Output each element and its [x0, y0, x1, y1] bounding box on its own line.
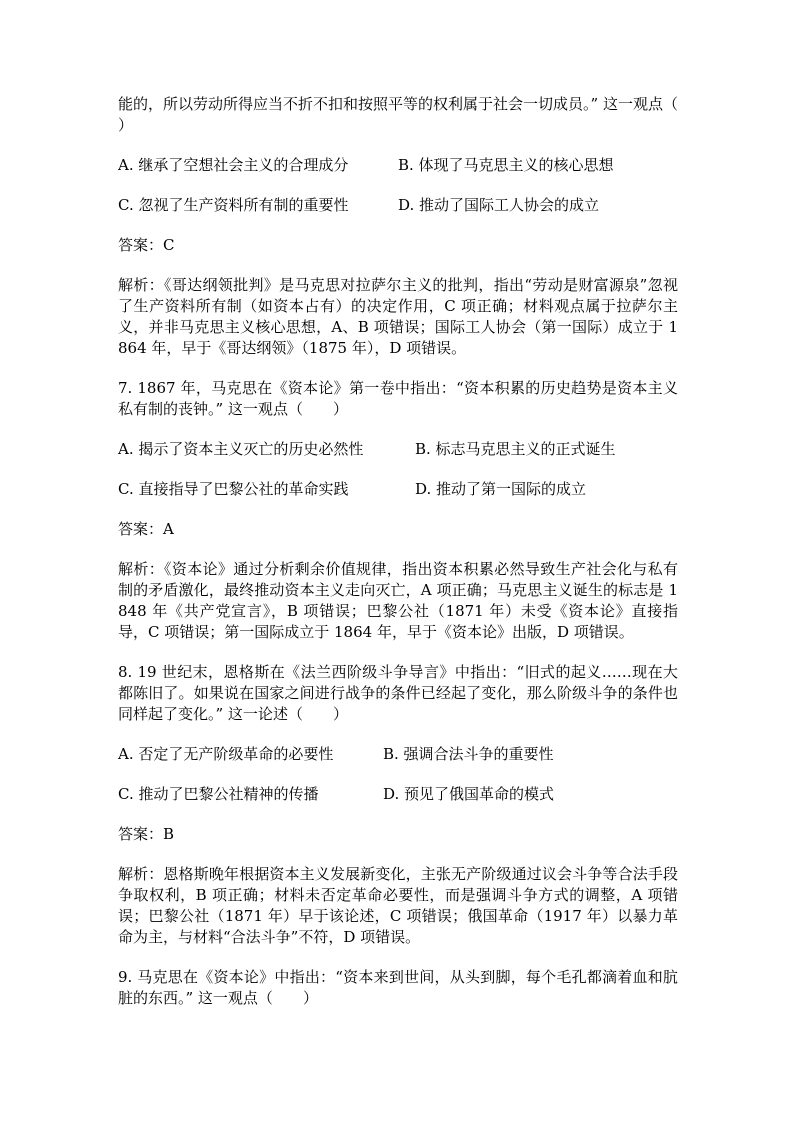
question-8-analysis: 解析：恩格斯晚年根据资本主义发展新变化，主张无产阶级通过议会斗争等合法手段争取权利，B 项正确；材料未否定革命必要性，而是强调斗争方式的调整，A 项错误；巴黎公社（1871 年）早于该论述，C 项错误；俄国革命（1917 年）以暴力革命为主，与材料“合法斗争”不符，D 项错误。 — [118, 865, 678, 946]
question-6-option-a: A. 继承了空想社会主义的合理成分 — [118, 156, 349, 174]
question-7-option-b: B. 标志马克思主义的正式诞生 — [415, 440, 616, 458]
question-8-options-row-1 — [118, 744, 678, 765]
question-7-options-row-1 — [118, 439, 678, 460]
question-9-stem: 9. 马克思在《资本论》中指出：“资本来到世间，从头到脚，每个毛孔都滴着血和肮脏的东西。” 这一观点（ ） — [118, 968, 678, 1007]
question-6-analysis: 解析：《哥达纲领批判》是马克思对拉萨尔主义的批判，指出“劳动是财富源泉”忽视了生产资料所有制（如资本占有）的决定作用，C 项正确；材料观点属于拉萨尔主义，并非马克思主义核心思想，A、B 项错误；国际工人协会（第一国际）成立于 1864 年，早于《哥达纲领》（1875 年），D 项错误。 — [118, 276, 678, 357]
question-6-options-row-2 — [118, 195, 678, 216]
question-6-option-d: D. 推动了国际工人协会的成立 — [398, 196, 600, 214]
question-7-stem: 7. 1867 年，马克思在《资本论》第一卷中指出：“资本积累的历史趋势是资本主义私有制的丧钟。” 这一观点（ ） — [118, 379, 678, 418]
question-8-option-a: A. 否定了无产阶级革命的必要性 — [118, 745, 334, 763]
question-7-analysis: 解析：《资本论》通过分析剩余价值规律，指出资本积累必然导致生产社会化与私有制的矛盾激化，最终推动资本主义走向灭亡，A 项正确；马克思主义诞生的标志是 1848 年《共产党宣言》，B 项错误；巴黎公社（1871 年）未受《资本论》直接指导，C 项错误；第一国际成立于 1864 年，早于《资本论》出版，D 项错误。 — [118, 560, 678, 641]
question-6-stem-tail: 能的，所以劳动所得应当不折不扣和按照平等的权利属于社会一切成员。” 这一观点（ ） — [118, 95, 709, 134]
question-6-option-b: B. 体现了马克思主义的核心思想 — [398, 156, 614, 174]
question-8-stem: 8. 19 世纪末，恩格斯在《法兰西阶级斗争导言》中指出：“旧式的起义……现在大都陈旧了。如果说在国家之间进行战争的条件已经起了变化，那么阶级斗争的条件也同样起了变化。” 这一论述（ ） — [118, 663, 678, 723]
question-6-option-c: C. 忽视了生产资料所有制的重要性 — [118, 196, 349, 214]
question-6-options-row-1 — [118, 155, 678, 176]
question-7-option-d: D. 推动了第一国际的成立 — [415, 480, 587, 498]
question-7-option-a: A. 揭示了资本主义灭亡的历史必然性 — [118, 440, 364, 458]
question-8-option-c: C. 推动了巴黎公社精神的传播 — [118, 785, 319, 803]
question-8-option-b: B. 强调合法斗争的重要性 — [383, 745, 554, 763]
question-6-answer: 答案：C — [118, 236, 175, 254]
question-8-options-row-2 — [118, 784, 678, 805]
question-8-option-d: D. 预见了俄国革命的模式 — [383, 785, 555, 803]
question-8-answer: 答案：B — [118, 825, 175, 843]
question-7-options-row-2 — [118, 479, 678, 500]
question-7-answer: 答案：A — [118, 520, 174, 538]
question-7-option-c: C. 直接指导了巴黎公社的革命实践 — [118, 480, 349, 498]
document-page — [118, 94, 709, 1028]
